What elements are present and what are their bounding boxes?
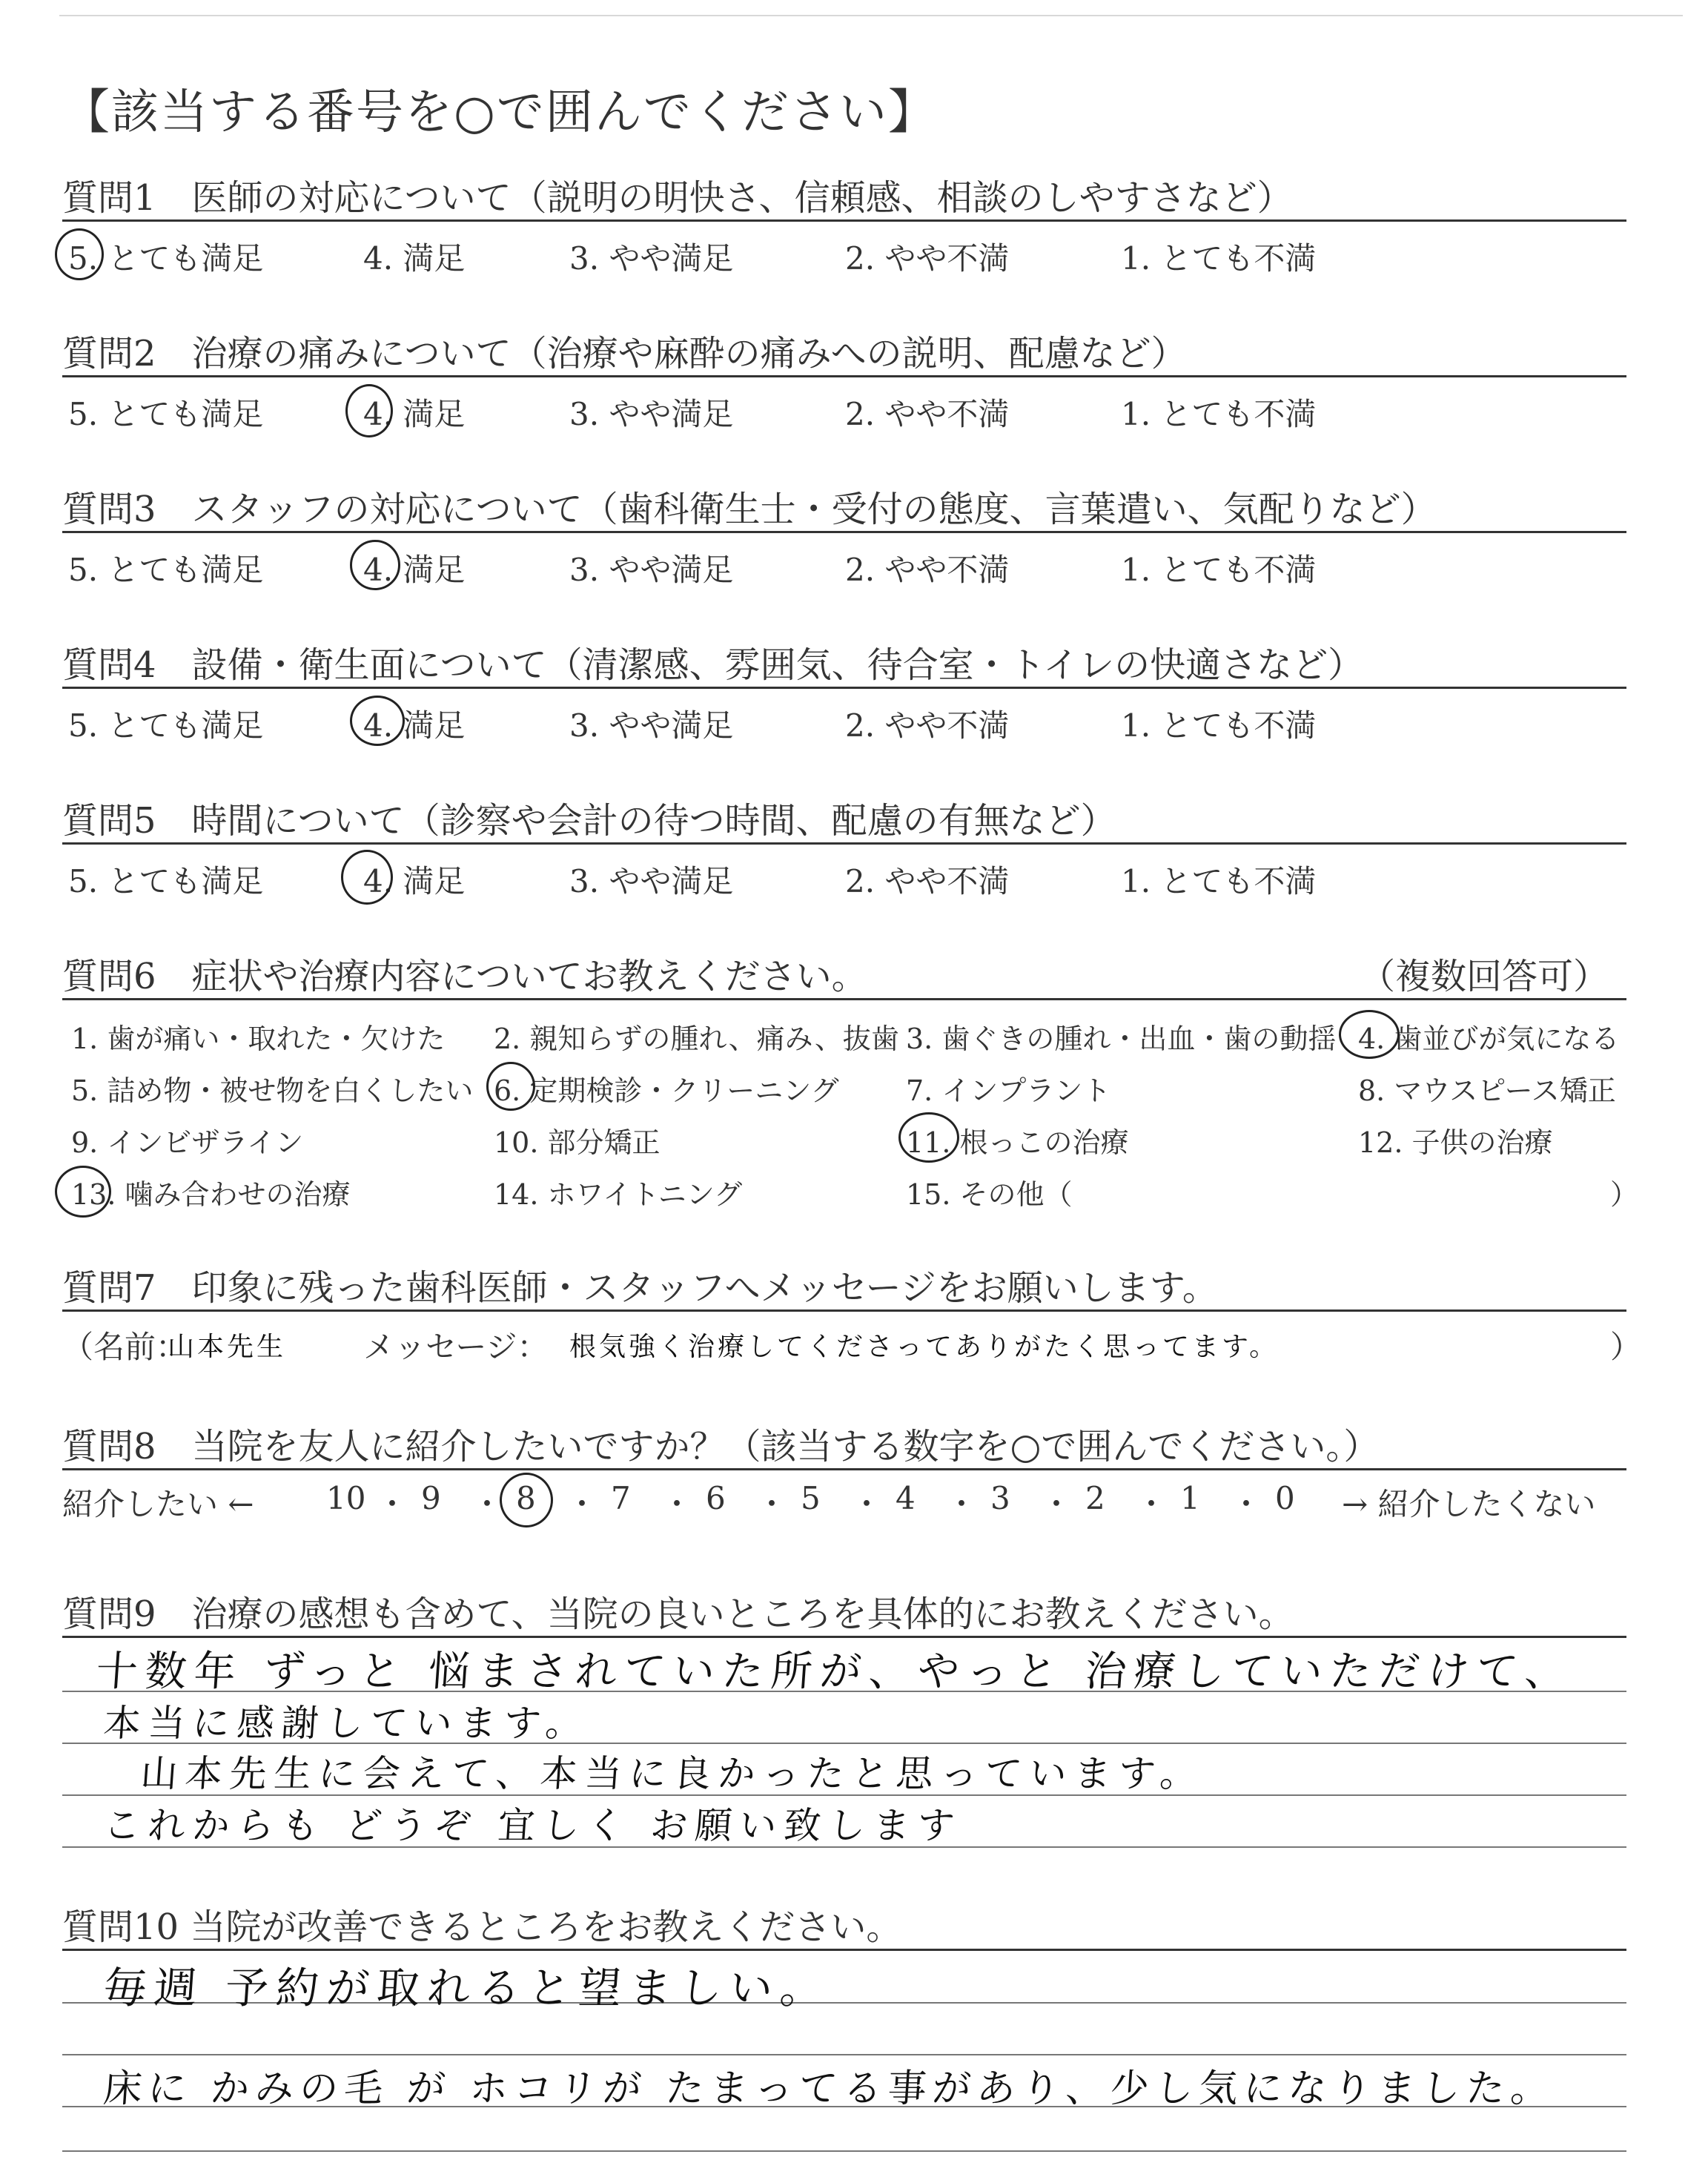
q10-answer-line-1[interactable]: 毎週 予約が取れると望ましい。 (102, 1963, 833, 2013)
q2-option-4[interactable]: 4. 満足 (363, 396, 466, 432)
q5-option-1[interactable]: 1. とても不満 (1121, 863, 1317, 899)
q1-option-5[interactable]: 5. とても満足 (68, 240, 264, 277)
q8-scale-separator: ・ (756, 1486, 788, 1522)
q6-selection-circle-6 (486, 1062, 535, 1111)
q6-option-8[interactable]: 8. マウスピース矯正 (1358, 1074, 1616, 1107)
q1-option-2[interactable]: 2. やや不満 (845, 240, 1010, 277)
q8-scale-value-6[interactable]: 6 (706, 1480, 726, 1516)
q8-scale-separator: ・ (377, 1486, 408, 1522)
q2-option-2[interactable]: 2. やや不満 (845, 396, 1010, 432)
q8-scale-separator: ・ (1041, 1486, 1073, 1522)
q6-option-6[interactable]: 6. 定期検診・クリーニング (494, 1074, 839, 1107)
q8-scale-value-2[interactable]: 2 (1085, 1480, 1105, 1516)
q6-option-3[interactable]: 3. 歯ぐきの腫れ・出血・歯の動揺 (906, 1023, 1337, 1055)
q2-title: 質問2 治療の痛みについて（治療や麻酔の痛みへの説明、配慮など） (62, 333, 1187, 374)
q5-title: 質問5 時間について（診察や会計の待つ時間、配慮の有無など） (62, 800, 1116, 842)
q3-selection-circle (350, 540, 400, 590)
q3-rule (62, 531, 1626, 533)
q6-option-13[interactable]: 13. 噛み合わせの治療 (71, 1178, 351, 1211)
q9-answer-line-4[interactable]: これからも どうぞ 宜しく お願い致します (102, 1804, 964, 1847)
q1-option-1[interactable]: 1. とても不満 (1121, 240, 1317, 277)
q8-right-label: → 紹介したくない (1342, 1486, 1596, 1522)
q10-rule (62, 1949, 1626, 1951)
q5-option-2[interactable]: 2. やや不満 (845, 863, 1010, 899)
top-edge-line (59, 15, 1683, 16)
q8-selection-circle (500, 1473, 553, 1527)
q1-option-3[interactable]: 3. やや満足 (569, 240, 734, 277)
q4-option-5[interactable]: 5. とても満足 (68, 707, 264, 744)
q6-multiple-note: （複数回答可） (1360, 956, 1609, 997)
q8-scale-value-1[interactable]: 1 (1180, 1480, 1200, 1516)
q4-option-3[interactable]: 3. やや満足 (569, 707, 734, 744)
q3-option-4[interactable]: 4. 満足 (363, 552, 466, 588)
q6-option-5[interactable]: 5. 詰め物・被せ物を白くしたい (71, 1074, 474, 1107)
q5-rule (62, 842, 1626, 845)
q1-rule (62, 219, 1626, 222)
q8-scale-value-7[interactable]: 7 (611, 1480, 631, 1516)
q9-rule (62, 1636, 1626, 1638)
q4-title: 質問4 設備・衛生面について（清潔感、雰囲気、待合室・トイレの快適さなど） (62, 644, 1364, 686)
q9-answer-line-3[interactable]: 山本先生に会えて、本当に良かったと思っています。 (139, 1752, 1206, 1795)
q8-scale-value-10[interactable]: 10 (326, 1480, 366, 1516)
q4-option-1[interactable]: 1. とても不満 (1121, 707, 1317, 744)
q7-name-label: （名前： (62, 1329, 188, 1365)
q3-option-5[interactable]: 5. とても満足 (68, 552, 264, 588)
q5-option-5[interactable]: 5. とても満足 (68, 863, 264, 899)
q8-scale-separator: ・ (471, 1486, 503, 1522)
q1-title: 質問1 医師の対応について（説明の明快さ、信頼感、相談のしやすさなど） (62, 177, 1293, 219)
q4-rule (62, 687, 1626, 689)
q1-option-4[interactable]: 4. 満足 (363, 240, 466, 277)
q8-scale-separator: ・ (661, 1486, 693, 1522)
q8-scale-value-0[interactable]: 0 (1275, 1480, 1295, 1516)
q10-line-rule-2 (62, 2054, 1626, 2055)
q8-scale-value-9[interactable]: 9 (421, 1480, 441, 1516)
q6-option-4[interactable]: 4. 歯並びが気になる (1358, 1023, 1620, 1055)
q9-answer-line-1[interactable]: 十数年 ずっと 悩まされていた所が、やっと 治療していただけて、 (94, 1648, 1575, 1696)
q8-scale-value-4[interactable]: 4 (896, 1480, 916, 1516)
q6-option-2[interactable]: 2. 親知らずの腫れ、痛み、抜歯 (494, 1023, 899, 1055)
q1-selection-circle (55, 228, 104, 280)
q10-title: 質問10 当院が改善できるところをお教えください。 (62, 1906, 902, 1948)
q5-option-4[interactable]: 4. 満足 (363, 863, 466, 899)
q7-title: 質問7 印象に残った歯科医師・スタッフへメッセージをお願いします。 (62, 1267, 1218, 1309)
q8-rule (62, 1468, 1626, 1470)
q6-title: 質問6 症状や治療内容についてお教えください。 (62, 956, 867, 997)
q2-option-1[interactable]: 1. とても不満 (1121, 396, 1317, 432)
q7-message-value[interactable]: 根気強く治療してくださってありがたく思ってます。 (569, 1332, 1280, 1362)
q7-close: ） (1610, 1329, 1642, 1365)
q8-left-label: 紹介したい ← (62, 1486, 254, 1522)
q3-title: 質問3 スタッフの対応について（歯科衛生士・受付の態度、言葉遣い、気配りなど） (62, 489, 1437, 530)
q8-scale-value-3[interactable]: 3 (990, 1480, 1010, 1516)
form-title: 【該当する番号を○で囲んでください】 (62, 85, 937, 140)
q8-scale-separator: ・ (1231, 1486, 1262, 1522)
q3-option-1[interactable]: 1. とても不満 (1121, 552, 1317, 588)
q5-selection-circle (341, 850, 393, 905)
q4-option-4[interactable]: 4. 満足 (363, 707, 466, 744)
q6-option-15[interactable]: 15. その他（ (906, 1178, 1073, 1211)
q8-scale-separator: ・ (851, 1486, 883, 1522)
q4-option-2[interactable]: 2. やや不満 (845, 707, 1010, 744)
q4-selection-circle (350, 696, 405, 746)
q9-answer-line-2[interactable]: 本当に感謝しています。 (102, 1702, 592, 1745)
q8-scale-separator: ・ (946, 1486, 978, 1522)
q2-option-3[interactable]: 3. やや満足 (569, 396, 734, 432)
q6-selection-circle-11 (898, 1112, 959, 1163)
q8-scale-value-5[interactable]: 5 (801, 1480, 821, 1516)
q10-line-rule-4 (62, 2150, 1626, 2152)
q6-option-9[interactable]: 9. インビザライン (71, 1126, 304, 1159)
q8-scale-value-8[interactable]: 8 (516, 1480, 536, 1516)
q6-option-15-close: ） (1610, 1178, 1639, 1211)
q6-option-1[interactable]: 1. 歯が痛い・取れた・欠けた (71, 1023, 446, 1055)
q3-option-3[interactable]: 3. やや満足 (569, 552, 734, 588)
q7-rule (62, 1309, 1626, 1312)
q6-option-11[interactable]: 11. 根っこの治療 (906, 1126, 1129, 1159)
q8-scale-separator: ・ (566, 1486, 598, 1522)
q2-rule (62, 375, 1626, 377)
q6-rule (62, 998, 1626, 1000)
q2-selection-circle (345, 384, 393, 437)
q6-option-12[interactable]: 12. 子供の治療 (1358, 1126, 1553, 1159)
q9-title: 質問9 治療の感想も含めて、当院の良いところを具体的にお教えください。 (62, 1593, 1294, 1635)
q7-name-value[interactable]: 山本先生 (168, 1332, 287, 1362)
q7-message-label: メッセージ： (363, 1329, 549, 1365)
q8-title: 質問8 当院を友人に紹介したいですか？（該当する数字を○で囲んでください。） (62, 1426, 1380, 1467)
q5-option-3[interactable]: 3. やや満足 (569, 863, 734, 899)
q3-option-2[interactable]: 2. やや不満 (845, 552, 1010, 588)
q6-option-14[interactable]: 14. ホワイトニング (494, 1178, 743, 1211)
q6-option-7[interactable]: 7. インプラント (906, 1074, 1111, 1107)
q8-scale-separator: ・ (1136, 1486, 1168, 1522)
q6-option-10[interactable]: 10. 部分矯正 (494, 1126, 661, 1159)
q6-selection-circle-4 (1339, 1010, 1400, 1059)
q2-option-5[interactable]: 5. とても満足 (68, 396, 264, 432)
q10-answer-line-3[interactable]: 床に かみの毛 が ホコリが たまってる事があり、少し気になりました。 (102, 2067, 1557, 2111)
q6-selection-circle-13 (55, 1166, 111, 1218)
